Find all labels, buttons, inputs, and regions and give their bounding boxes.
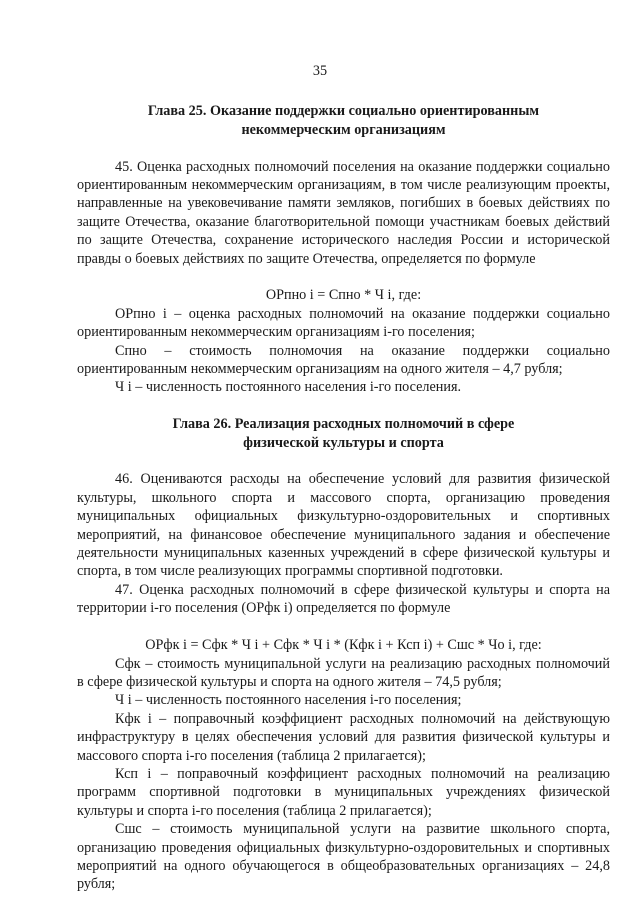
chapter-26-title-line-2: физической культуры и спорта bbox=[243, 434, 444, 451]
formula-orfk: ОРфк i = Сфк * Ч i + Сфк * Ч i * (Кфк i + Ксп i) + Сшс * Чо i, где: bbox=[145, 637, 542, 654]
definition-sshs: Сшс – стоимость муниципальной услуги на развитие школьного спорта, организацию проведения официальных физкультурно-оздоровительных и спортивных мероприятий на одного обучающегося в общеобразовательных организациях – 24,8 рубля; bbox=[77, 821, 610, 893]
paragraph-45: 45. Оценка расходных полномочий поселения на оказание поддержки социально ориентированным некоммерческим организациям, в том числе реализующим проекты, направленные на увековечивание памяти земляков, погибших в боевых действиях по защите Отечества, оказание благотворительной помощи участникам боевых действий по защите Отечества, сохранение исторического наследия России и исторической правды о боевых действиях по защите Отечества, определяется по формуле bbox=[77, 158, 610, 267]
definition-sfk: Сфк – стоимость муниципальной услуги на реализацию расходных полномочий в сфере физической культуры и спорта на одного жителя – 74,5 рубля; bbox=[77, 655, 610, 690]
definition-ch-i: Ч i – численность постоянного населения i-го поселения; bbox=[115, 692, 462, 709]
definition-ch: Ч i – численность постоянного населения i-го поселения. bbox=[115, 379, 462, 396]
chapter-25-title-line-2: некоммерческим организациям bbox=[241, 121, 446, 138]
paragraph-47: 47. Оценка расходных полномочий в сфере физической культуры и спорта на территории i-го поселения (ОРфк i) определяется по формуле bbox=[77, 581, 610, 617]
definition-orpno: ОРпно i – оценка расходных полномочий на оказание поддержки социально ориентированным некоммерческим организациям i-го поселения; bbox=[77, 305, 610, 341]
definition-ksp: Ксп i – поправочный коэффициент расходных полномочий на реализацию программ спортивной подготовки в муниципальных учреждениях физической культуры и спорта i-го поселения (таблица 2 прилагается); bbox=[77, 765, 610, 819]
chapter-26-title-line-1: Глава 26. Реализация расходных полномочий в сфере bbox=[172, 416, 515, 433]
chapter-25-title-line-1: Глава 25. Оказание поддержки социально ориентированным bbox=[147, 103, 540, 120]
paragraph-46: 46. Оцениваются расходы на обеспечение условий для развития физической культуры, школьного спорта и массового спорта, организацию проведения муниципальных официальных физкультурно-оздоровительных и спортивных мероприятий, на финансовое обеспечение муниципального задания и обеспечение деятельности муниципальных казенных учреждений в сфере физической культуры и спорта, в том числе реализующих программы спортивной подготовки. bbox=[77, 471, 610, 580]
definition-kfk: Кфк i – поправочный коэффициент расходных полномочий на действующую инфраструктуру в целях обеспечения условий для развития физической культуры и массового спорта i-го поселения (таблица 2 прилагается); bbox=[77, 710, 610, 764]
formula-orpno: ОРпно i = Спно * Ч i, где: bbox=[265, 287, 422, 304]
page-content bbox=[77, 84, 610, 894]
definition-spno: Спно – стоимость полномочия на оказание поддержки социально ориентированным некоммерческим организациям на одного жителя – 4,7 рубля; bbox=[77, 342, 610, 378]
page-number: 35 bbox=[312, 63, 328, 79]
